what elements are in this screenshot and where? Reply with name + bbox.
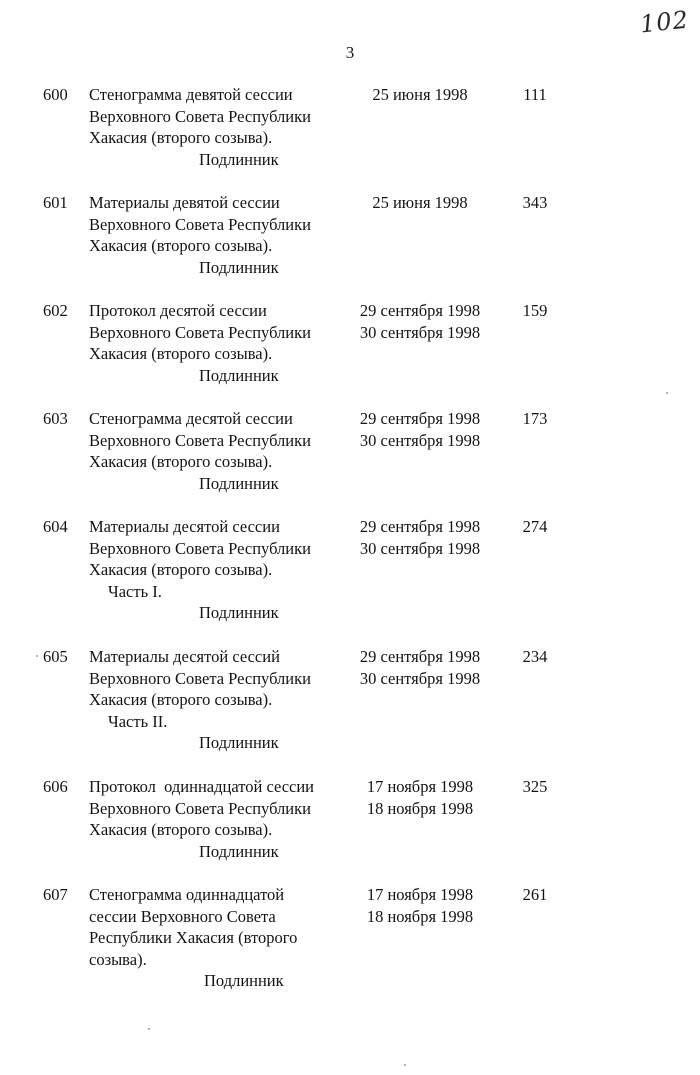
handwritten-sheet-number: 102 bbox=[638, 5, 691, 39]
entry-sheet-count: 159 bbox=[522, 301, 548, 320]
entry-sheet-count: 173 bbox=[522, 409, 548, 428]
title-line: Материалы десятой сессий bbox=[89, 647, 280, 666]
entry-date: 17 ноября 1998 bbox=[366, 885, 474, 904]
entry-part: Часть I. bbox=[108, 581, 162, 601]
entry-dates bbox=[345, 300, 495, 343]
entry-sheet-count: 343 bbox=[522, 193, 548, 212]
entry-sheet-count: 274 bbox=[522, 517, 548, 536]
original-note: Подлинник bbox=[199, 603, 279, 622]
entry-sheet-count: 234 bbox=[522, 647, 548, 666]
entry-number: 602 bbox=[43, 301, 68, 320]
page-number: 3 bbox=[345, 43, 355, 62]
entry-title bbox=[89, 884, 344, 992]
title-line: Протокол одиннадцатой сессии bbox=[89, 777, 315, 796]
original-note: Подлинник bbox=[204, 971, 284, 990]
entry-date: 29 сентября 1998 bbox=[359, 647, 481, 666]
title-line: Верховного Совета Республики bbox=[89, 798, 311, 818]
title-line: Верховного Совета Республики bbox=[89, 430, 311, 450]
title-line: Верховного Совета Республики bbox=[89, 668, 311, 688]
title-line: Верховного Совета Республики bbox=[89, 322, 311, 342]
entry-title bbox=[89, 408, 344, 494]
entry-dates bbox=[345, 646, 495, 689]
entry-title bbox=[89, 192, 344, 278]
entry-number: 600 bbox=[43, 85, 68, 104]
entry-date: 18 ноября 1998 bbox=[366, 906, 474, 926]
entry-date: 29 сентября 1998 bbox=[359, 517, 481, 536]
title-line: Хакасия (второго созыва). bbox=[89, 690, 273, 709]
original-note: Подлинник bbox=[199, 473, 279, 493]
entry-number: 604 bbox=[43, 517, 68, 536]
original-note: Подлинник bbox=[199, 257, 279, 277]
entry-date: 30 сентября 1998 bbox=[359, 668, 481, 688]
entry-dates bbox=[345, 516, 495, 559]
entry-part: Часть II. bbox=[108, 711, 168, 731]
original-note: Подлинник bbox=[199, 733, 279, 752]
entry-date: 30 сентября 1998 bbox=[359, 538, 481, 558]
title-line: Верховного Совета Республики bbox=[89, 538, 311, 558]
entry-number: 603 bbox=[43, 409, 68, 428]
title-line: сессии Верховного Совета bbox=[89, 906, 276, 926]
entry-dates bbox=[345, 884, 495, 927]
title-line: Хакасия (второго созыва). bbox=[89, 344, 273, 363]
title-line: Верховного Совета Республики bbox=[89, 214, 311, 234]
entry-sheet-count: 111 bbox=[523, 85, 547, 104]
scan-speck bbox=[148, 1028, 150, 1030]
title-line: созыва). bbox=[89, 949, 147, 969]
entry-dates bbox=[345, 776, 495, 819]
entry-date: 18 ноября 1998 bbox=[366, 798, 474, 818]
entry-title bbox=[89, 776, 344, 862]
entry-number: 601 bbox=[43, 193, 68, 212]
entry-number: 606 bbox=[43, 777, 68, 796]
scan-speck bbox=[404, 1064, 406, 1066]
entry-dates bbox=[345, 192, 495, 214]
title-line: Хакасия (второго созыва). bbox=[89, 560, 273, 579]
entry-date: 29 сентября 1998 bbox=[359, 409, 481, 428]
title-line: Хакасия (второго созыва). bbox=[89, 452, 273, 471]
title-line: Стенограмма девятой сессии bbox=[89, 85, 293, 104]
entry-date: 30 сентября 1998 bbox=[359, 430, 481, 450]
scan-speck bbox=[36, 655, 38, 657]
entry-dates bbox=[345, 408, 495, 451]
entry-date: 25 июня 1998 bbox=[372, 85, 468, 104]
title-line: Стенограмма десятой сессии bbox=[89, 409, 293, 428]
title-line: Верховного Совета Республики bbox=[89, 106, 311, 126]
title-line: Материалы девятой сессии bbox=[89, 193, 280, 212]
original-note: Подлинник bbox=[199, 149, 279, 169]
entry-number: 605 bbox=[43, 647, 68, 666]
title-line: Протокол десятой сессии bbox=[89, 301, 267, 320]
title-line: Хакасия (второго созыва). bbox=[89, 820, 273, 839]
entry-date: 30 сентября 1998 bbox=[359, 322, 481, 342]
title-line: Материалы десятой сессии bbox=[89, 517, 280, 536]
scan-speck bbox=[666, 392, 668, 394]
title-line: Стенограмма одиннадцатой bbox=[89, 885, 285, 904]
entry-number: 607 bbox=[43, 885, 68, 904]
title-line: Хакасия (второго созыва). bbox=[89, 236, 273, 255]
entry-date: 17 ноября 1998 bbox=[366, 777, 474, 796]
original-note: Подлинник bbox=[199, 365, 279, 385]
entry-title bbox=[89, 84, 344, 170]
entry-title bbox=[89, 300, 344, 386]
entry-sheet-count: 261 bbox=[522, 885, 548, 904]
title-line: Хакасия (второго созыва). bbox=[89, 128, 273, 147]
title-line: Республики Хакасия (второго bbox=[89, 928, 298, 947]
entry-date: 29 сентября 1998 bbox=[359, 301, 481, 320]
entry-title bbox=[89, 646, 344, 754]
entry-sheet-count: 325 bbox=[522, 777, 548, 796]
entry-title bbox=[89, 516, 344, 624]
entry-dates bbox=[345, 84, 495, 106]
original-note: Подлинник bbox=[199, 841, 279, 861]
entry-date: 25 июня 1998 bbox=[372, 193, 468, 212]
